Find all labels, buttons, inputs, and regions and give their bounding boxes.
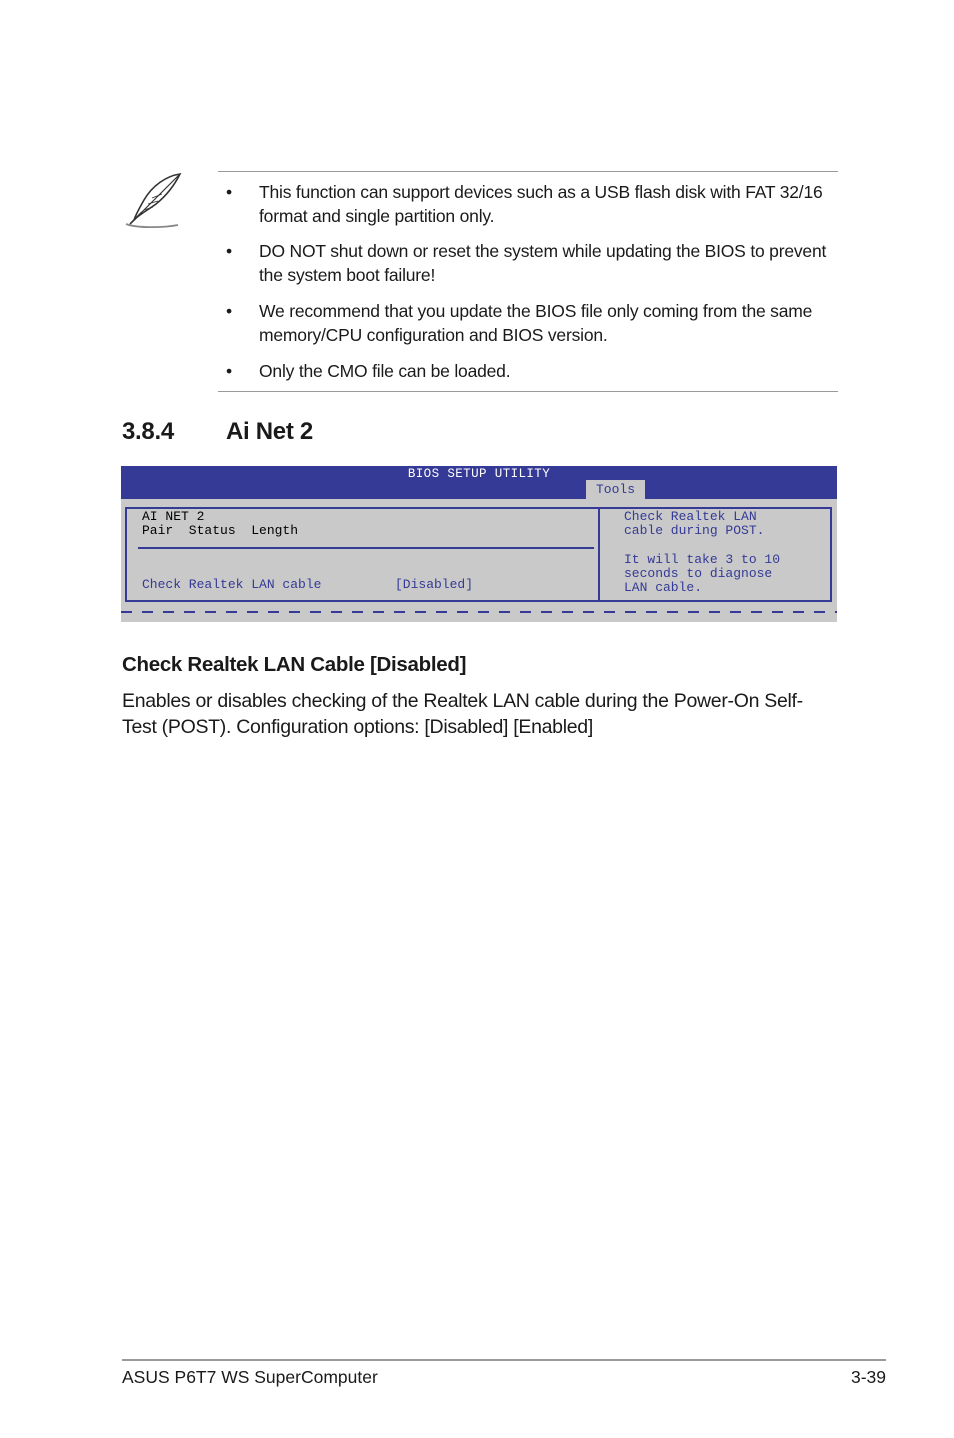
note-item-text: This function can support devices such as a USB flash disk with FAT 32/16 format and single partition only. [259,182,823,226]
bios-tab-tools[interactable]: Tools [586,480,645,499]
section-number: 3.8.4 [122,418,174,445]
subsection-body: Enables or disables checking of the Realtek LAN cable during the Power-On Self-Test (POST). Configuration options: [Disabled] [Enabled] [122,690,803,738]
bios-help-line: cable during POST. [624,523,765,538]
bios-help-line: LAN cable. [624,580,703,595]
bios-separator [138,547,594,549]
bullet: • [226,301,232,321]
bios-help-line: It will take 3 to 10 [624,552,781,567]
note-item-text: Only the CMO file can be loaded. [259,361,511,381]
note-item-text: DO NOT shut down or reset the system while updating the BIOS to prevent the system boot failure! [259,241,827,285]
bios-screen [121,466,837,622]
bios-panel-divider [598,507,600,602]
bios-title: BIOS SETUP UTILITY [407,467,551,481]
bios-help-line: Check Realtek LAN [624,509,757,524]
bios-item-check-realtek-lan-cable[interactable]: Check Realtek LAN cable [142,577,322,592]
bullet: • [226,361,232,381]
footer-rule [122,1359,886,1361]
bios-dashed-border [121,611,837,613]
bios-header-bar [121,466,837,499]
note-feather-icon [122,170,184,230]
section-title: Ai Net 2 [226,418,313,445]
bullet: • [226,241,232,261]
bios-heading-line1: AI NET 2 [142,509,205,524]
footer-product-name: ASUS P6T7 WS SuperComputer [122,1367,378,1387]
note-item-text: We recommend that you update the BIOS file only coming from the same memory/CPU configuration and BIOS version. [259,301,813,345]
bios-heading-line2: Pair Status Length [142,523,299,538]
note-box [218,171,838,392]
subsection-title: Check Realtek LAN Cable [Disabled] [122,653,467,676]
bios-help-line: seconds to diagnose [624,566,773,581]
bios-item-value[interactable]: [Disabled] [395,577,474,592]
bullet: • [226,182,232,202]
footer-page-number: 3-39 [850,1367,886,1387]
